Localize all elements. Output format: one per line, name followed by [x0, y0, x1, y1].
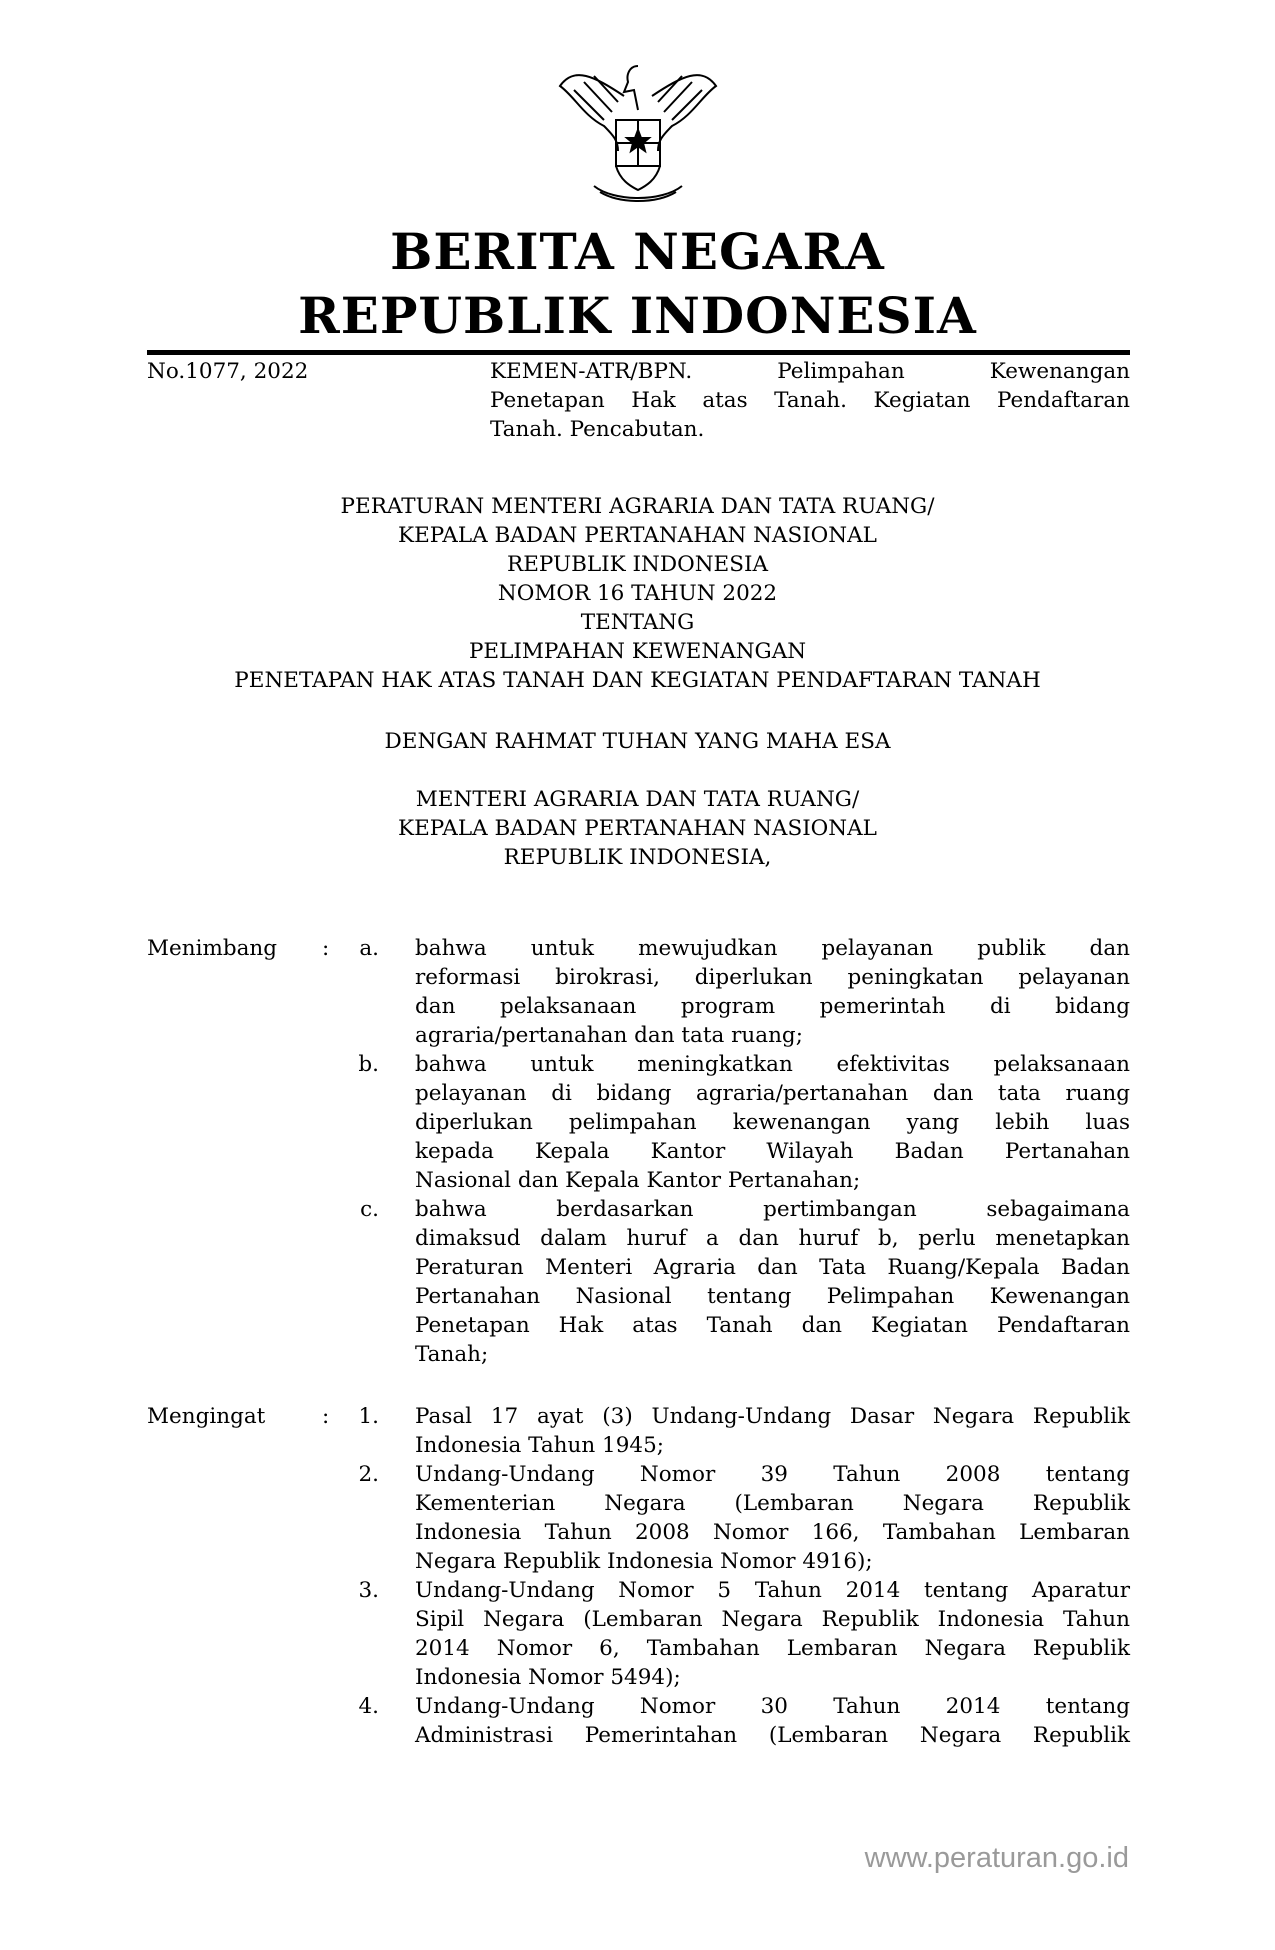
item-line: 2014 Nomor 6, Tambahan Lembaran Negara Republik [415, 1636, 1130, 1661]
item-line: dimaksud dalam huruf a dan huruf b, perlu menetapkan [415, 1226, 1130, 1251]
item-line: Indonesia Tahun 1945; [415, 1433, 665, 1458]
item-marker: 4. [358, 1694, 379, 1719]
gazette-title: BERITA NEGARA [390, 222, 885, 281]
heading-line: PELIMPAHAN KEWENANGAN [468, 639, 807, 664]
mengingat-section [0, 1402, 1275, 1750]
item-marker: 1. [358, 1404, 379, 1429]
list-item [0, 1195, 1275, 1369]
list-item [0, 1402, 1275, 1460]
title-divider [147, 350, 1130, 355]
menimbang-section [0, 934, 1275, 1369]
item-line: bahwa untuk mewujudkan pelayanan publik dan [415, 936, 1130, 961]
item-line: Indonesia Nomor 5494); [415, 1665, 681, 1690]
item-line: Penetapan Hak atas Tanah dan Kegiatan Pendaftaran [415, 1313, 1130, 1338]
gazette-summary [490, 357, 1130, 444]
item-line: Undang-Undang Nomor 39 Tahun 2008 tentang [415, 1462, 1130, 1487]
list-item [0, 934, 1275, 1050]
heading-line: MENTERI AGRARIA DAN TATA RUANG/ [415, 787, 860, 812]
gazette-subtitle: REPUBLIK INDONESIA [298, 286, 977, 345]
heading-line: KEPALA BADAN PERTANAHAN NASIONAL [398, 816, 877, 841]
list-item [0, 1050, 1275, 1195]
item-line: Administrasi Pemerintahan (Lembaran Negara Republik [415, 1723, 1130, 1748]
garuda-emblem [554, 56, 722, 206]
item-marker: 3. [358, 1578, 379, 1603]
item-line: Kementerian Negara (Lembaran Negara Republik [415, 1491, 1130, 1516]
summary-line: Penetapan Hak atas Tanah. Kegiatan Pendaftaran [490, 388, 1130, 413]
item-line: Peraturan Menteri Agraria dan Tata Ruang/Kepala Badan [415, 1255, 1130, 1280]
footer-website-link[interactable]: www.peraturan.go.id [864, 1842, 1129, 1874]
item-line: Indonesia Tahun 2008 Nomor 166, Tambahan Lembaran [415, 1520, 1130, 1545]
list-item [0, 1692, 1275, 1750]
item-line: diperlukan pelimpahan kewenangan yang lebih luas [415, 1110, 1130, 1135]
section-label: Menimbang [147, 936, 278, 961]
item-marker: a. [359, 936, 379, 961]
item-line: Negara Republik Indonesia Nomor 4916); [415, 1549, 873, 1574]
summary-line: KEMEN-ATR/BPN. Pelimpahan Kewenangan [490, 359, 1130, 384]
heading-line: TENTANG [580, 610, 695, 635]
item-line: bahwa untuk meningkatkan efektivitas pelaksanaan [415, 1052, 1130, 1077]
regulation-heading [0, 492, 1275, 695]
item-line: Nasional dan Kepala Kantor Pertanahan; [415, 1168, 861, 1193]
section-colon: : [322, 1404, 330, 1429]
item-marker: 2. [358, 1462, 379, 1487]
item-line: Pertanahan Nasional tentang Pelimpahan Kewenangan [415, 1284, 1130, 1309]
item-line: bahwa berdasarkan pertimbangan sebagaimana [415, 1197, 1130, 1222]
invocation: DENGAN RAHMAT TUHAN YANG MAHA ESA [384, 729, 891, 754]
item-line: Sipil Negara (Lembaran Negara Republik Indonesia Tahun [415, 1607, 1130, 1632]
list-item [0, 1576, 1275, 1692]
minister-heading [0, 785, 1275, 872]
item-line: Undang-Undang Nomor 5 Tahun 2014 tentang Aparatur [415, 1578, 1130, 1603]
item-line: Undang-Undang Nomor 30 Tahun 2014 tentang [415, 1694, 1130, 1719]
item-line: Tanah; [415, 1342, 489, 1367]
heading-line: NOMOR 16 TAHUN 2022 [497, 581, 778, 606]
heading-line: PENETAPAN HAK ATAS TANAH DAN KEGIATAN PENDAFTARAN TANAH [234, 668, 1041, 693]
summary-line: Tanah. Pencabutan. [490, 417, 705, 442]
heading-line: REPUBLIK INDONESIA [507, 552, 768, 577]
heading-line: KEPALA BADAN PERTANAHAN NASIONAL [398, 523, 877, 548]
gazette-number: No.1077, 2022 [147, 359, 309, 384]
list-item [0, 1460, 1275, 1576]
item-line: agraria/pertanahan dan tata ruang; [415, 1023, 803, 1048]
item-line: dan pelaksanaan program pemerintah di bidang [415, 994, 1130, 1019]
item-line: kepada Kepala Kantor Wilayah Badan Pertanahan [415, 1139, 1130, 1164]
item-line: pelayanan di bidang agraria/pertanahan dan tata ruang [415, 1081, 1130, 1106]
heading-line: PERATURAN MENTERI AGRARIA DAN TATA RUANG/ [340, 494, 935, 519]
item-line: Pasal 17 ayat (3) Undang-Undang Dasar Negara Republik [415, 1404, 1130, 1429]
section-label: Mengingat [147, 1404, 266, 1429]
item-marker: b. [358, 1052, 379, 1077]
item-line: reformasi birokrasi, diperlukan peningkatan pelayanan [415, 965, 1130, 990]
heading-line: REPUBLIK INDONESIA, [503, 845, 772, 870]
section-colon: : [322, 936, 330, 961]
item-marker: c. [360, 1197, 379, 1222]
